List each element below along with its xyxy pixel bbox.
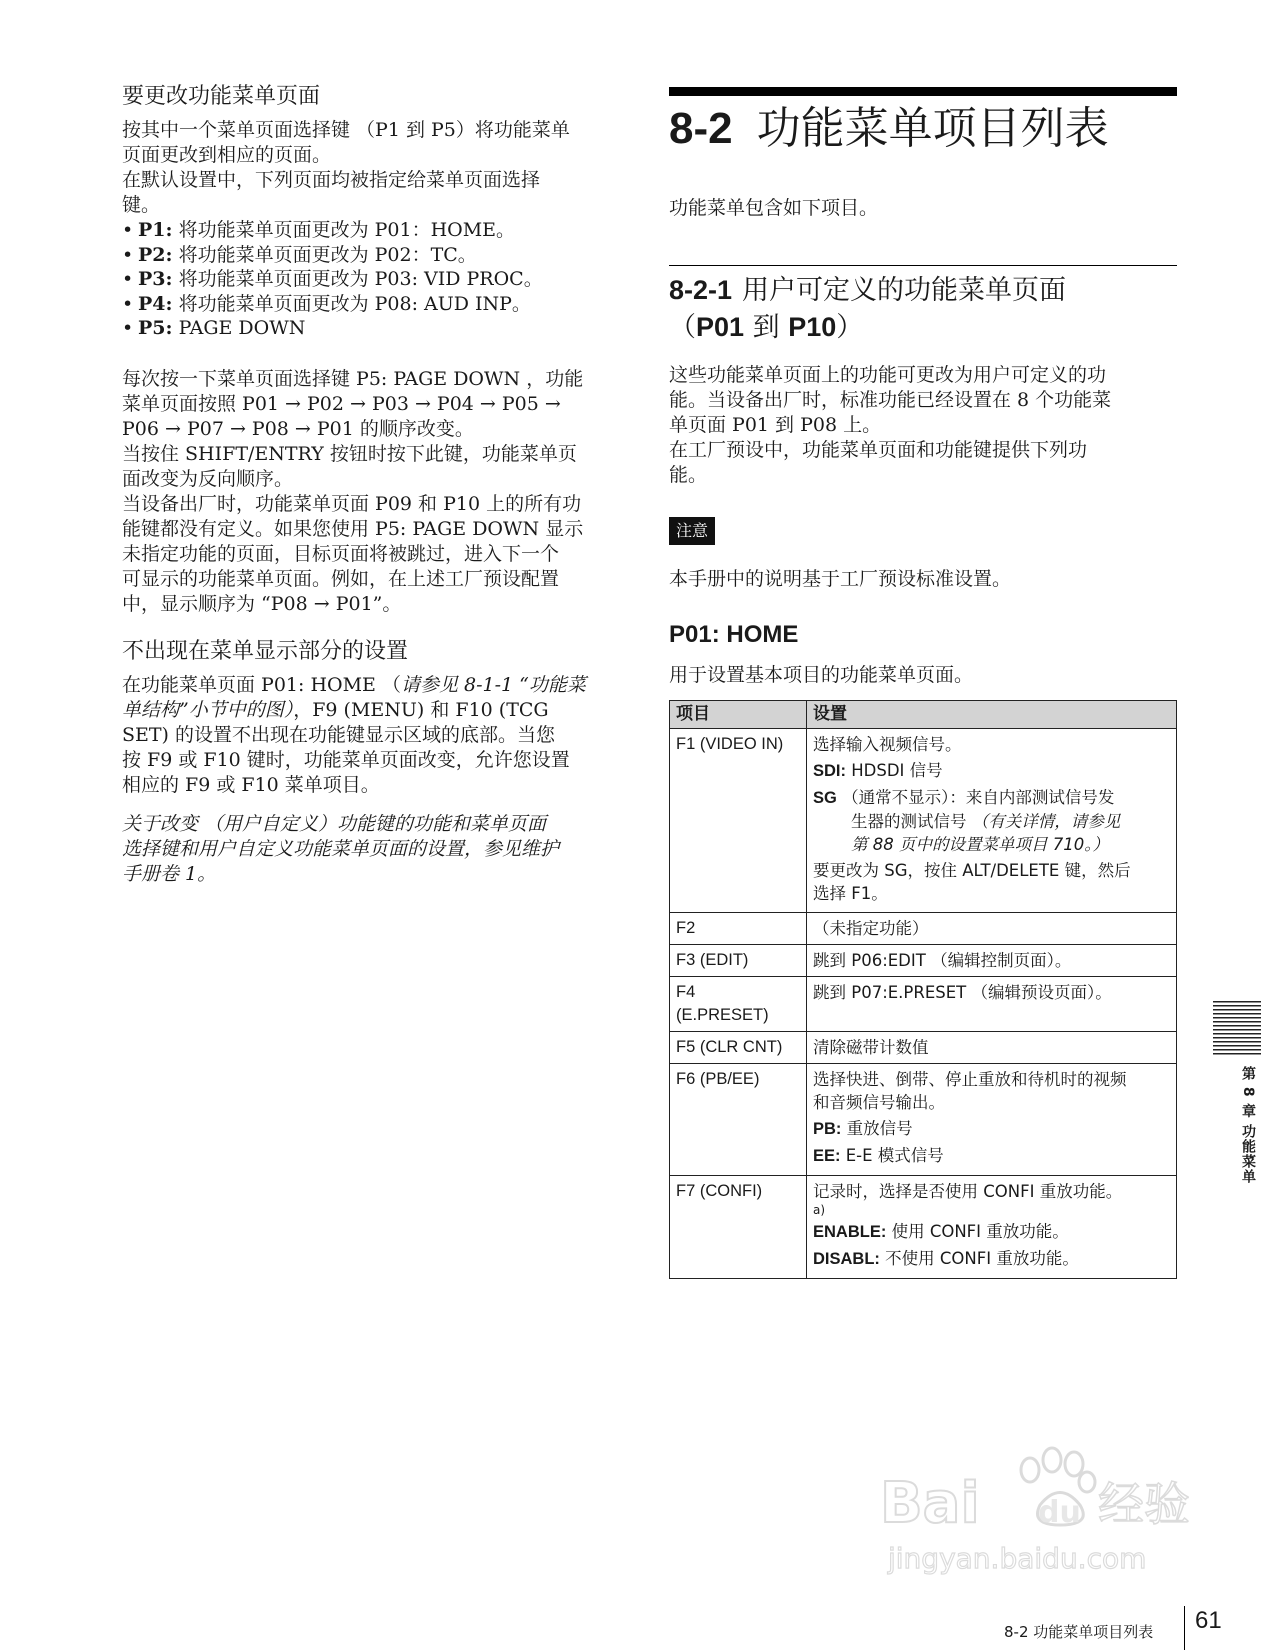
left-column [122,82,622,887]
paragraph: 按其中一个菜单页面选择键 （P1 到 P5）将功能菜单 页面更改到相应的页面。 [122,119,570,166]
table-header-row [670,701,1177,729]
section-heading-hidden-settings: 不出现在菜单显示部分的设置 [122,637,409,663]
table-cell-setting: 选择输入视频信号。 SDI: HDSDI 信号 SG （通常不显示）：来自内部测试信号发 生器的测试信号 （有关详情，请参见 第 88 页中的设置菜单项目 710。） 要更改为 SG，按住 ALT/DELETE 键，然后 选择 F1。 [807,729,1177,913]
table-cell-item: F2 [670,913,807,945]
p01-function-table [669,700,1177,1279]
footer-divider [1184,1606,1185,1650]
list-item: • P3: 将功能菜单页面更改为 P03: VID PROC。 [122,268,543,290]
table-cell-setting: 清除磁带计数值 [807,1032,1177,1064]
table-row [670,1032,1177,1064]
watermark-url: jingyan.baidu.com [888,1542,1147,1575]
table-row [670,1176,1177,1279]
table-row [670,945,1177,977]
page-number: 61 [1195,1607,1222,1634]
p01-heading: P01: HOME [669,621,799,648]
watermark-brand: Bai [880,1471,980,1536]
table-cell-item: F3 (EDIT) [670,945,807,977]
table-cell-item: F5 (CLR CNT) [670,1032,807,1064]
paragraph: 当按住 SHIFT/ENTRY 按钮时按下此键，功能菜单页 面改变为反向顺序。 [122,442,577,490]
watermark-du: du [1038,1495,1081,1530]
table-cell-setting: 选择快进、倒带、停止重放和待机时的视频 和音频信号输出。 PB: 重放信号 EE: E-E 模式信号 [807,1064,1177,1176]
paragraph: 当设备出厂时，功能菜单页面 P09 和 P10 上的所有功 能键都没有定义。如果您使用 P5: PAGE DOWN 显示 未指定功能的页面，目标页面将被跳过，进入下一个 可显示的功能菜单页面。例如，在上述工厂预设配置 中，显示顺序为 “P08 → P01”。 [122,492,584,615]
chapter-tab-marker [1213,1001,1261,1057]
table-row [670,1064,1177,1176]
chapter-title: 8-2 功能菜单项目列表 [669,103,1109,154]
paragraph: 每次按一下菜单页面选择键 P5: PAGE DOWN ，功能 菜单页面按照 P01 → P02 → P03 → P04 → P05 → P06 → P07 → P08 → P01 的顺序改变。 [122,367,584,440]
section-heading-change-page: 要更改功能菜单页面 [122,83,321,108]
table-cell-setting: 记录时，选择是否使用 CONFI 重放功能。 a) ENABLE: 使用 CONFI 重放功能。 DISABL: 不使用 CONFI 重放功能。 [807,1176,1177,1279]
paragraph: 在功能菜单页面 P01: HOME （请参见 8-1-1 “功能菜 单结构”小节中的图），F9 (MENU) 和 F10 (TCG SET) 的设置不出现在功能键显示区域的底部。当您 按 F9 或 F10 键时，功能菜单页面改变，允许您设置 相应的 F9 或 F10 菜单项目。 [122,673,586,796]
table-cell-item: F7 (CONFI) [670,1176,807,1279]
baidu-watermark-logo [880,1430,1210,1580]
table-cell-setting: 跳到 P06:EDIT （编辑控制页面）。 [807,945,1177,977]
footer-section-label: 8-2 功能菜单项目列表 [1004,1623,1154,1641]
chapter-intro: 功能菜单包含如下项目。 [669,197,879,219]
column-header-setting: 设置 [807,701,1177,729]
list-item: • P2: 将功能菜单页面更改为 P02：TC。 [122,243,477,266]
list-item: • P5: PAGE DOWN [122,317,306,339]
note-text: 本手册中的说明基于工厂预设标准设置。 [669,568,1012,590]
section-title: 8-2-1 用户可定义的功能菜单页面 （P01 到 P10） [669,275,1067,343]
watermark-cn: 经验 [1098,1477,1190,1531]
chapter-tab-label: 第 8 章 功能菜单 [1240,1066,1256,1185]
list-item: • P1: 将功能菜单页面更改为 P01：HOME。 [122,219,516,241]
chapter-top-rule [669,87,1177,96]
paragraph: 在默认设置中，下列页面均被指定给菜单页面选择 键。 [122,169,541,216]
list-item: • P4: 将功能菜单页面更改为 P08: AUD INP。 [122,292,531,315]
table-row [670,729,1177,913]
table-cell-item: F6 (PB/EE) [670,1064,807,1176]
table-cell-setting: （未指定功能） [807,913,1177,945]
table-cell-setting: 跳到 P07:E.PRESET （编辑预设页面）。 [807,977,1177,1032]
section-rule [669,265,1177,266]
p01-description: 用于设置基本项目的功能菜单页面。 [669,664,974,686]
table-row [670,913,1177,945]
table-row [670,977,1177,1032]
section-description: 这些功能菜单页面上的功能可更改为用户可定义的功 能。当设备出厂时，标准功能已经设置在 8 个功能菜 单页面 P01 到 P08 上。 在工厂预设中，功能菜单页面和功能键提供下列功 能。 [669,364,1112,486]
note-badge: 注意 [669,517,715,545]
table-cell-item: F4 (E.PRESET) [670,977,807,1032]
key-assignment-list [122,218,622,341]
table-cell-item: F1 (VIDEO IN) [670,729,807,913]
column-header-item: 项目 [670,701,807,729]
cross-reference-note: 关于改变 （用户自定义）功能键的功能和菜单页面 选择键和用户自定义功能菜单页面的设置，参见维护 手册卷 1。 [122,812,560,885]
